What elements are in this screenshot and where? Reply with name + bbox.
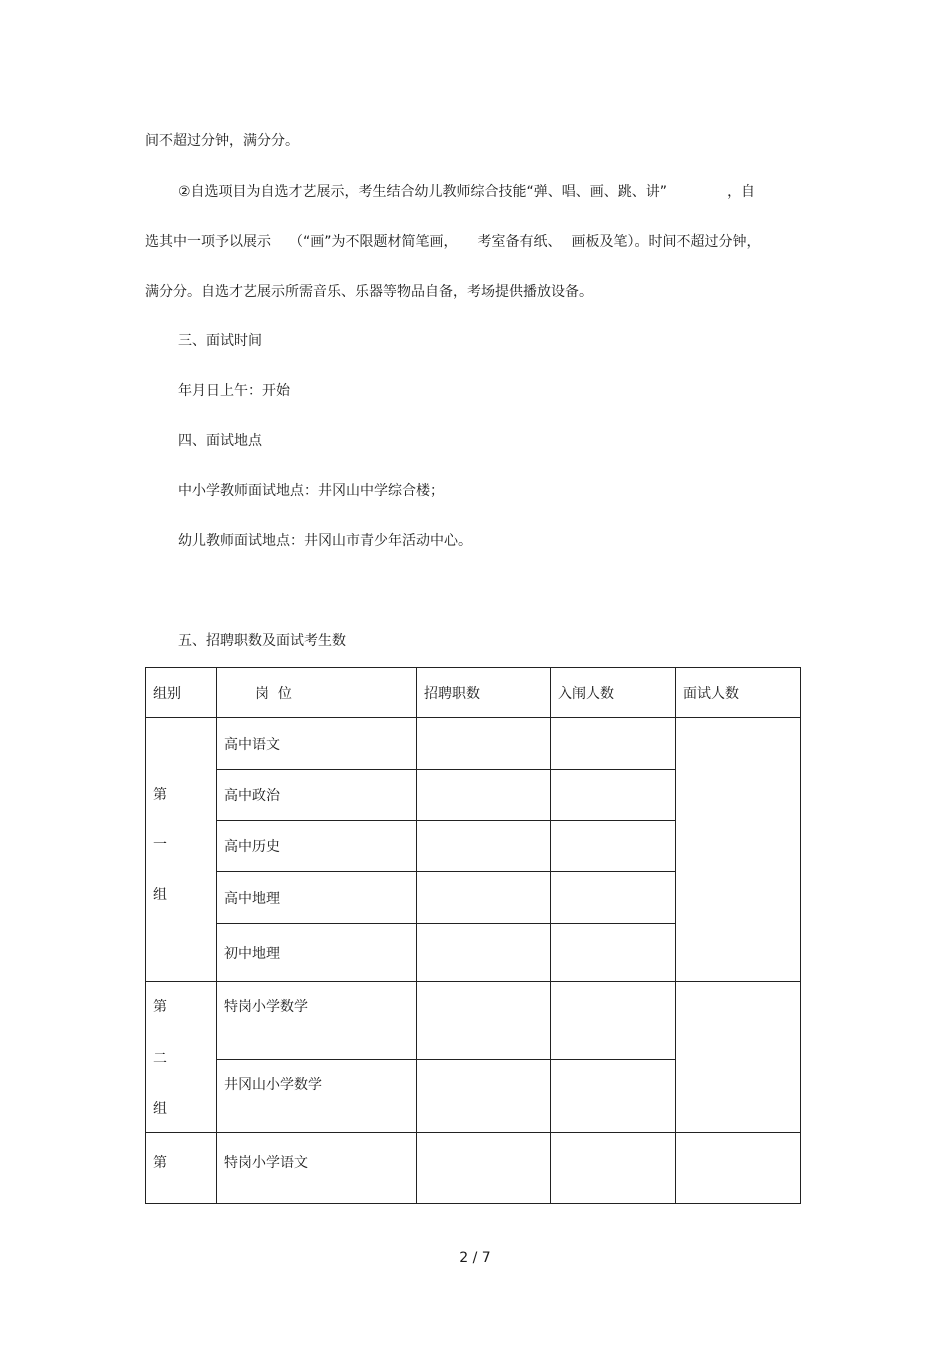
group-1-cell <box>146 718 217 982</box>
body-paragraph-3-part-1: 选其中一项予以展示 <box>145 234 271 250</box>
header-shortlisted: 入闱人数 <box>551 668 676 718</box>
openings-cell <box>417 872 551 924</box>
group-2-cell <box>146 982 217 1133</box>
body-paragraph-2-tail: ，自 <box>727 184 756 200</box>
table-row <box>146 718 801 770</box>
group-3-cell: 第 <box>146 1133 217 1204</box>
group-1-char-2: 一 <box>153 836 167 853</box>
body-paragraph-3 <box>145 232 761 252</box>
openings-cell <box>417 718 551 770</box>
shortlisted-cell <box>551 982 676 1060</box>
position-name: 特岗小学数学 <box>217 982 417 1060</box>
header-openings: 招聘职数 <box>417 668 551 718</box>
section-heading-interview-time: 三、面试时间 <box>178 333 262 349</box>
body-paragraph-3-part-3: 考室备有纸、 <box>477 234 562 250</box>
shortlisted-cell <box>551 770 676 821</box>
position-name: 初中地理 <box>217 924 417 982</box>
openings-cell <box>417 1133 551 1204</box>
table-row <box>146 1133 801 1204</box>
body-paragraph-3-part-2: （“画”为不限题材简笔画， <box>289 234 458 250</box>
shortlisted-cell <box>551 821 676 872</box>
interview-time-text: 年月日上午：开始 <box>178 383 290 399</box>
body-paragraph-2-text: ②自选项目为自选才艺展示，考生结合幼儿教师综合技能“弹、唱、画、跳、讲” <box>178 184 668 200</box>
position-name: 高中政治 <box>217 770 417 821</box>
position-name: 高中地理 <box>217 872 417 924</box>
body-paragraph-3-part-4: 画板及笔）。时间不超过分钟， <box>571 234 761 250</box>
group-1-interviewees-cell <box>676 718 801 982</box>
shortlisted-cell <box>551 1133 676 1204</box>
section-heading-interview-location: 四、面试地点 <box>178 433 262 449</box>
group-2-char-2: 二 <box>153 1051 167 1067</box>
group-2-char-1: 第 <box>153 999 167 1015</box>
location-primary-secondary: 中小学教师面试地点：井冈山中学综合楼； <box>178 483 444 499</box>
shortlisted-cell <box>551 872 676 924</box>
openings-cell <box>417 821 551 872</box>
position-name: 高中语文 <box>217 718 417 770</box>
body-paragraph-2 <box>178 182 755 202</box>
shortlisted-cell <box>551 924 676 982</box>
location-kindergarten: 幼儿教师面试地点：井冈山市青少年活动中心。 <box>178 533 472 549</box>
header-group: 组别 <box>146 668 217 718</box>
group-2-interviewees-cell <box>676 982 801 1133</box>
body-paragraph-1: 间不超过分钟，满分分。 <box>145 133 299 149</box>
table-row <box>146 982 801 1060</box>
openings-cell <box>417 1059 551 1133</box>
positions-table <box>145 667 801 1204</box>
openings-cell <box>417 770 551 821</box>
group-1-char-1: 第 <box>153 786 167 803</box>
position-name: 井冈山小学数学 <box>217 1059 417 1133</box>
header-position: 岗 位 <box>217 668 417 718</box>
interviewees-cell <box>676 1133 801 1204</box>
openings-cell <box>417 982 551 1060</box>
shortlisted-cell <box>551 718 676 770</box>
page-number: 2 / 7 <box>459 1250 491 1266</box>
position-name: 高中历史 <box>217 821 417 872</box>
group-2-char-3: 组 <box>153 1101 167 1117</box>
section-heading-positions: 五、招聘职数及面试考生数 <box>178 633 346 649</box>
shortlisted-cell <box>551 1059 676 1133</box>
position-name: 特岗小学语文 <box>217 1133 417 1204</box>
header-interviewees: 面试人数 <box>676 668 801 718</box>
table-header-row <box>146 668 801 718</box>
openings-cell <box>417 924 551 982</box>
group-1-char-3: 组 <box>153 886 167 903</box>
body-paragraph-4: 满分分。自选才艺展示所需音乐、乐器等物品自备，考场提供播放设备。 <box>145 284 593 300</box>
